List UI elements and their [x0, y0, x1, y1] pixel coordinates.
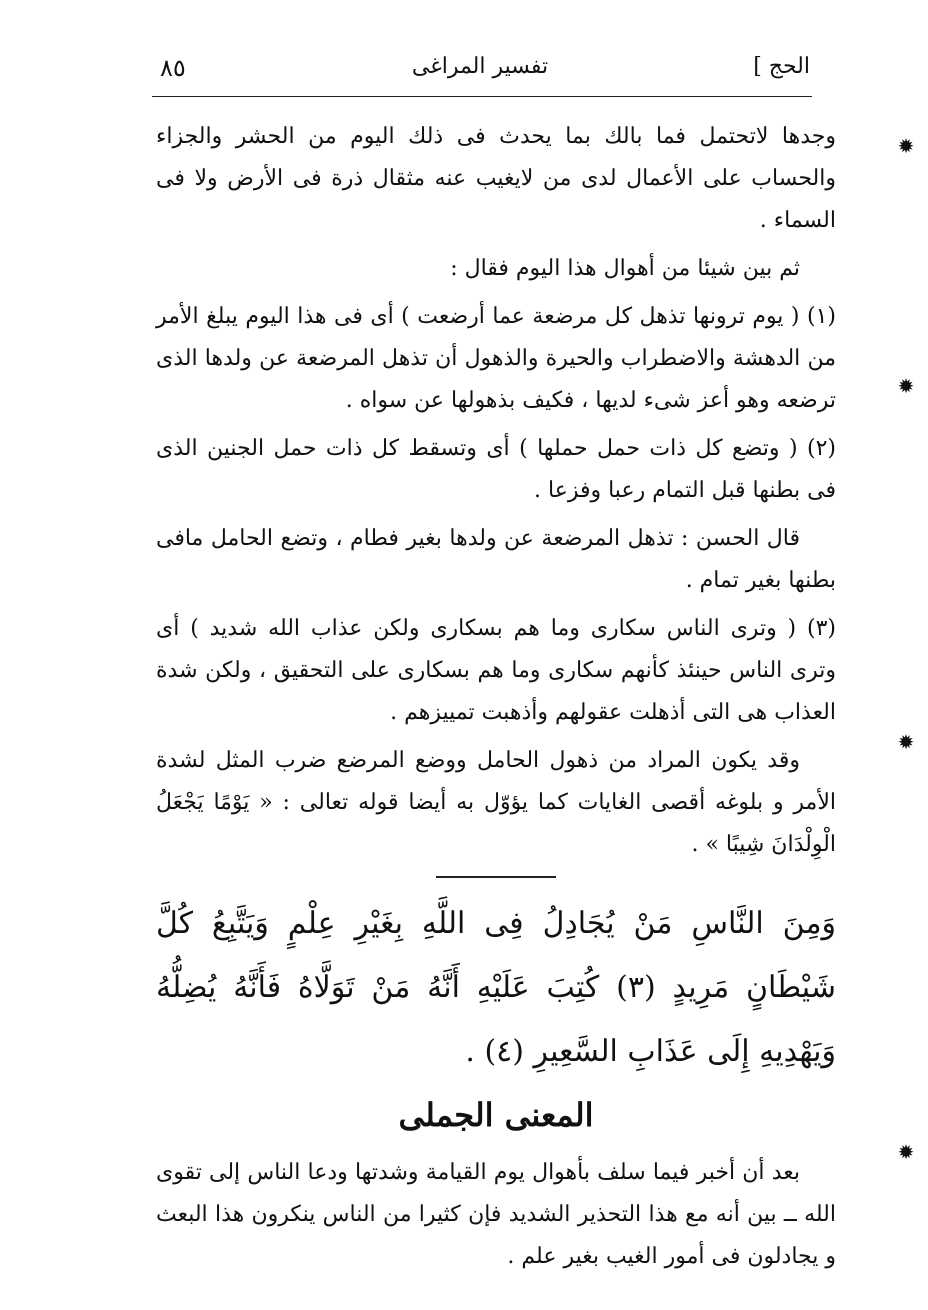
page-number: ٨٥ [160, 54, 186, 82]
margin-star-icon: ✹ [897, 1140, 915, 1164]
margin-star-icon: ✹ [897, 730, 915, 754]
section-rule [436, 876, 556, 878]
running-header [150, 48, 810, 92]
quran-verse: وَمِنَ النَّاسِ مَنْ يُجَادِلُ فِى اللَّهِ بِغَيْرِ عِلْمٍ وَيَتَّبِعُ كُلَّ شَيْطَانٍ مَرِيدٍ (٣) كُتِبَ عَلَيْهِ أَنَّهُ مَنْ تَوَلَّاهُ فَأَنَّهُ يُضِلُّهُ وَيَهْدِيهِ إِلَى عَذَابِ السَّعِيرِ (٤) . [156, 906, 836, 1069]
section-heading: المعنى الجملى [398, 1096, 594, 1134]
paragraph-5: قال الحسن : تذهل المرضعة عن ولدها بغير فطام ، وتضع الحامل مافى بطنها بغير تمام . [156, 526, 836, 593]
book-title: تفسير المراغى [411, 54, 549, 79]
paragraph-8: بعد أن أخبر فيما سلف بأهوال يوم القيامة وشدتها ودعا الناس إلى تقوى الله ــ بين أنه مع هذا التحذير الشديد فإن كثيرا من الناس ينكرون هذا البعث و يجادلون فى أمور الغيب بغير علم . [156, 1160, 836, 1269]
paragraph-3: (١) ( يوم ترونها تذهل كل مرضعة عما أرضعت ) أى فى هذا اليوم يبلغ الأمر من الدهشة والاضطراب والحيرة والذهول أن تذهل المرضعة عن ولدها الذى ترضعه وهو أعز شىء لديها ، فكيف بذهولها عن سواه . [156, 304, 837, 413]
paragraph-7: وقد يكون المراد من ذهول الحامل ووضع المرضع ضرب المثل لشدة الأمر و بلوغه أقصى الغايات كما يؤوّل به أيضا قوله تعالى : « يَوْمًا يَجْعَلُ الْوِلْدَانَ شِيبًا » . [156, 748, 836, 857]
margin-star-icon: ✹ [897, 134, 915, 158]
paragraph-2: ثم بين شيئا من أهوال هذا اليوم فقال : [450, 256, 800, 281]
margin-star-icon: ✹ [897, 374, 915, 398]
paragraph-4: (٢) ( وتضع كل ذات حمل حملها ) أى وتسقط كل ذات حمل الجنين الذى فى بطنها قبل التمام رعبا وفزعا . [156, 436, 836, 503]
paragraph-1: وجدها لاتحتمل فما بالك بما يحدث فى ذلك اليوم من الحشر والجزاء والحساب على الأعمال لدى من لايغيب عنه مثقال ذرة فى الأرض ولا فى السماء . [156, 124, 836, 233]
page-body [156, 116, 836, 1284]
header-rule [152, 96, 812, 97]
chapter-name: الحج ] [753, 54, 810, 79]
paragraph-6: (٣) ( وترى الناس سكارى وما هم بسكارى ولكن عذاب الله شديد ) أى وترى الناس حينئذ كأنهم سكارى وما هم بسكارى على التحقيق ، ولكن شدة العذاب هى التى أذهلت عقولهم وأذهبت تمييزهم . [156, 616, 836, 725]
